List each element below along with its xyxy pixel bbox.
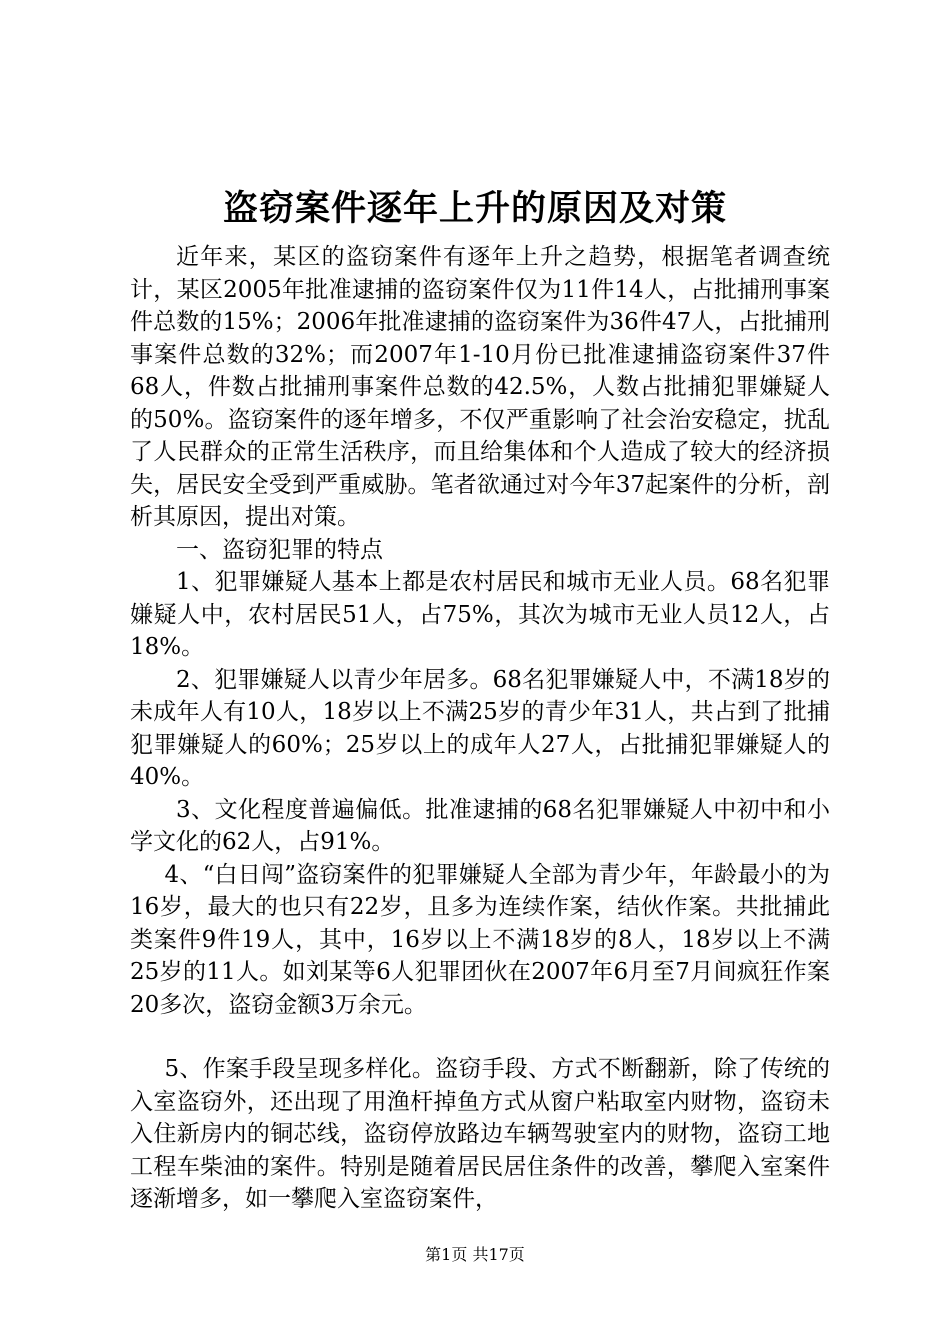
document-body (130, 241, 830, 1216)
paragraph-point-4: 4、“白日闯”盗窃案件的犯罪嫌疑人全部为青少年，年龄最小的为16岁，最大的也只有22岁，且多为连续作案，结伙作案。共批捕此类案件9件19人，其中，16岁以上不满18岁的8人，18岁以上不满25岁的11人。如刘某等6人犯罪团伙在2007年6月至7月间疯狂作案20多次，盗窃金额3万余元。 (130, 861, 830, 1018)
paragraph-point-3: 3、文化程度普遍偏低。批准逮捕的68名犯罪嫌疑人中初中和小学文化的62人，占91%。 (130, 796, 830, 855)
section-heading: 一、盗窃犯罪的特点 (176, 536, 383, 563)
document-title: 盗窃案件逐年上升的原因及对策 (222, 188, 727, 229)
paragraph-point-5: 5、作案手段呈现多样化。盗窃手段、方式不断翻新，除了传统的入室盗窃外，还出现了用渔杆掉鱼方式从窗户粘取室内财物，盗窃未入住新房内的铜芯线，盗窃停放路边车辆驾驶室内的财物，盗窃工地工程车柴油的案件。特别是随着居民居住条件的改善，攀爬入室案件逐渐增多，如一攀爬入室盗窃案件， (130, 1056, 830, 1212)
paragraph-point-2: 2、犯罪嫌疑人以青少年居多。68名犯罪嫌疑人中，不满18岁的未成年人有10人，18岁以上不满25岁的青少年31人，共占到了批捕犯罪嫌疑人的60%；25岁以上的成年人27人，占批捕犯罪嫌疑人的40%。 (130, 666, 830, 790)
paragraph-intro: 近年来，某区的盗窃案件有逐年上升之趋势，根据笔者调查统计，某区2005年批准逮捕的盗窃案件仅为11件14人，占批捕刑事案件总数的15%；2006年批准逮捕的盗窃案件为36件47人，占批捕刑事案件总数的32%；而2007年1-10月份已批准逮捕盗窃案件37件68人，件数占批捕刑事案件总数的42.5%，人数占批捕犯罪嫌疑人的50%。盗窃案件的逐年增多，不仅严重影响了社会治安稳定，扰乱了人民群众的正常生活秩序，而且给集体和个人造成了较大的经济损失，居民安全受到严重威胁。笔者欲通过对今年37起案件的分析，剖析其原因，提出对策。 (130, 244, 830, 530)
page-number-footer: 第1页 共17页 (425, 1245, 525, 1264)
paragraph-point-1: 1、犯罪嫌疑人基本上都是农村居民和城市无业人员。68名犯罪嫌疑人中，农村居民51人，占75%，其次为城市无业人员12人，占18%。 (130, 569, 830, 660)
